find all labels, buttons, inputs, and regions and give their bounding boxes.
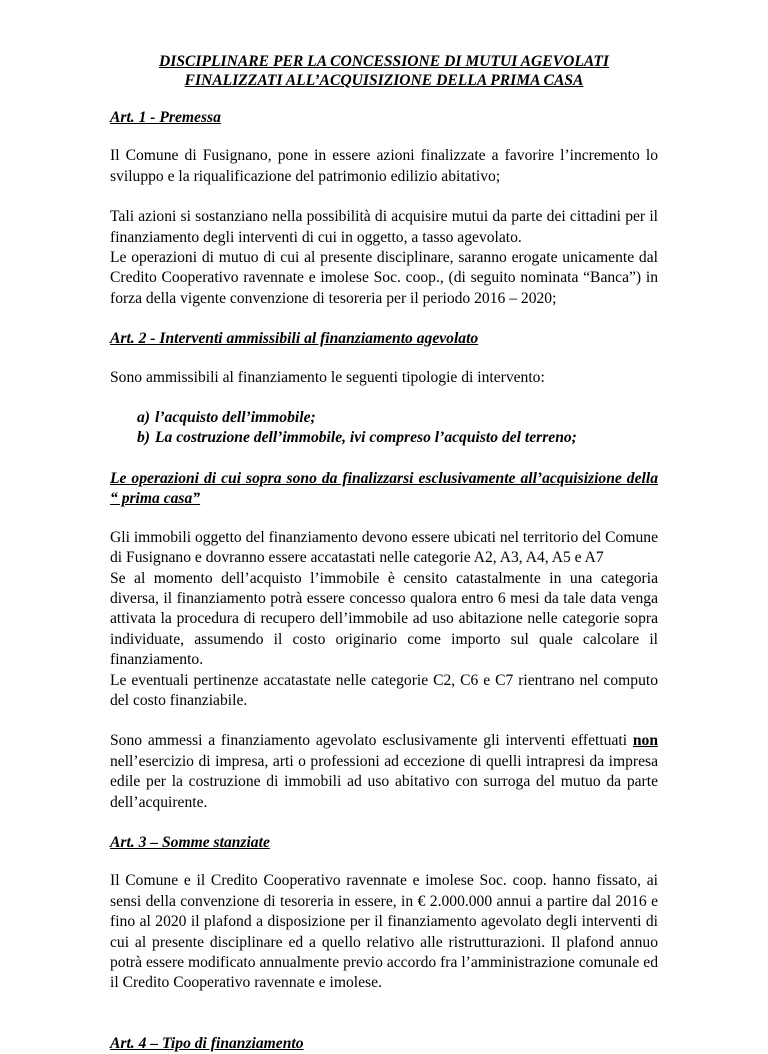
art2-list xyxy=(110,408,658,449)
art1-paragraph-3: Le operazioni di mutuo di cui al presente disciplinare, saranno erogate unicamente dal Credito Cooperativo ravennate e imolese Soc. coop., (di seguito nominata “Banca”) in forza della vigente convenzione di tesoreria per il periodo 2016 – 2020; xyxy=(110,249,658,307)
art1-paragraph-1: Il Comune di Fusignano, pone in essere azioni finalizzate a favorire l’incremento lo sviluppo e la riqualificazione del patrimonio edilizio abitativo; xyxy=(110,147,658,185)
list-item: b) La costruzione dell’immobile, ivi compreso l’acquisto del terreno; xyxy=(137,429,577,447)
art1-heading: Art. 1 - Premessa xyxy=(110,109,221,126)
document-title xyxy=(110,52,658,90)
art1-paragraph-2: Tali azioni si sostanziano nella possibilità di acquisire mutui da parte dei cittadini per il finanziamento degli interventi di cui in oggetto, a tasso agevolato. xyxy=(110,208,658,246)
art2-paragraph-3: Le eventuali pertinenze accatastate nelle categorie C2, C6 e C7 rientrano nel computo del costo finanziabile. xyxy=(110,671,658,709)
list-item: a) l’acquisto dell’immobile; xyxy=(137,409,316,427)
art2-heading: Art. 2 - Interventi ammissibili al finanziamento agevolato xyxy=(110,330,479,348)
art2-note: Le operazioni di cui sopra sono da finalizzarsi esclusivamente all’acquisizione della “ prima casa” xyxy=(110,469,658,508)
title-line-2: FINALIZZATI ALL’ACQUISIZIONE DELLA PRIMA CASA xyxy=(184,72,584,89)
art4-heading: Art. 4 – Tipo di finanziamento xyxy=(110,1034,304,1052)
art3-heading: Art. 3 – Somme stanziate xyxy=(110,833,270,851)
emphasis-non: non xyxy=(632,732,658,750)
title-line-1: DISCIPLINARE PER LA CONCESSIONE DI MUTUI AGEVOLATI xyxy=(158,53,610,70)
art2-paragraph-1: Gli immobili oggetto del finanziamento devono essere ubicati nel territorio del Comune di Fusignano e dovranno essere accatastati nelle categorie A2, A3, A4, A5 e A7 xyxy=(110,528,658,567)
art2-intro: Sono ammissibili al finanziamento le seguenti tipologie di intervento: xyxy=(110,368,545,386)
art2-paragraph-4: Sono ammessi a finanziamento agevolato esclusivamente gli interventi effettuati non nell’esercizio di impresa, arti o professioni ad eccezione di quelli intrapresi da impresa edile per la costruzione di immobili ad uso abitativo con surroga del mutuo da parte dell’acquirente. xyxy=(110,732,658,811)
art2-paragraph-2: Se al momento dell’acquisto l’immobile è censito catastalmente in una categoria diversa, il finanziamento potrà essere concesso qualora entro 6 mesi da tale data venga attivata la procedura di recupero dell’immobile ad uso abitazione nelle categorie sopra individuate, assumendo il costo originario come importo sul quale calcolare il finanziamento. xyxy=(110,569,658,669)
art3-paragraph-1: Il Comune e il Credito Cooperativo ravennate e imolese Soc. coop. hanno fissato, ai sensi della convenzione di tesoreria in essere, in € 2.000.000 annui a partire dal 2016 e fino al 2020 il plafond a disposizione per il finanziamento agevolato degli interventi di cui al presente disciplinare ed a quello relativo alle ristrutturazioni. Il plafond annuo potrà essere modificato annualmente previo accordo fra l’amministrazione comunale ed il Credito Cooperativo ravennate e imolese. xyxy=(110,872,658,992)
